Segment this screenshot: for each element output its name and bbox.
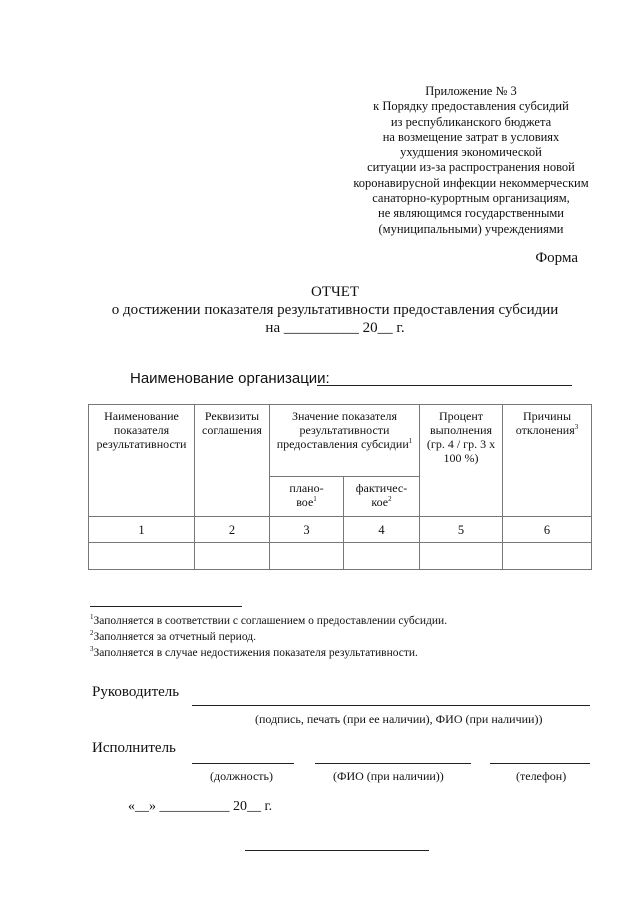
footnote: $^1$Заполняется в соответствии с соглашением о предоставлении субсидии. — [90, 613, 448, 627]
column-number: 4 — [344, 517, 420, 543]
executor-position-line[interactable] — [192, 763, 294, 764]
column-number: 1 — [89, 517, 195, 543]
data-cell[interactable] — [420, 543, 503, 570]
appendix-line: санаторно-курортным организациям, — [372, 191, 570, 206]
data-cell[interactable] — [195, 543, 270, 570]
header-completion-percent: Процент выполнения (гр. 4 / гр. 3 х 100 %) — [420, 405, 503, 517]
column-number: 6 — [503, 517, 592, 543]
report-table — [88, 404, 592, 570]
signature-date: «__» __________ 20__ г. — [128, 799, 273, 814]
data-cell[interactable] — [270, 543, 344, 570]
header-agreement-details: Реквизиты соглашения — [195, 405, 270, 517]
appendix-line: ухудшения экономической — [400, 145, 542, 160]
appendix-line: не являющимся государственными — [378, 206, 564, 221]
data-cell[interactable] — [344, 543, 420, 570]
appendix-line: из республиканского бюджета — [390, 114, 552, 129]
report-date-line: на __________ 20__ г. — [265, 320, 405, 336]
executor-name-line[interactable] — [315, 763, 471, 764]
header-indicator-name: Наименование показателя результативности — [89, 405, 195, 517]
bottom-line — [245, 850, 429, 851]
header-actual: фактичес-кое$^2$ — [344, 477, 420, 517]
appendix-line: к Порядку предоставления субсидий — [373, 99, 569, 114]
head-signature-line[interactable] — [192, 705, 590, 706]
footnote: $^3$Заполняется в случае недостижения показателя результативности. — [90, 645, 418, 659]
data-cell[interactable] — [503, 543, 592, 570]
appendix-line: коронавирусной инфекции некоммерческим — [353, 175, 589, 190]
appendix-header — [340, 84, 602, 237]
appendix-line: (муниципальными) учреждениями — [378, 221, 564, 236]
head-caption: (подпись, печать (при ее наличии), ФИО (при наличии)) — [255, 712, 543, 726]
head-label: Руководитель — [92, 684, 180, 700]
column-number: 2 — [195, 517, 270, 543]
report-heading: ОТЧЕТ — [310, 284, 360, 300]
data-cell[interactable] — [89, 543, 195, 570]
report-subheading: о достижении показателя результативности предоставления субсидии — [111, 302, 559, 318]
header-planned: плано-вое$^1$ — [270, 477, 344, 517]
footnote-separator — [90, 606, 242, 607]
appendix-line: на возмещение затрат в условиях — [382, 129, 560, 144]
header-indicator-value: Значение показателя результативности предоставления субсидии$^1$ — [270, 405, 420, 477]
appendix-line: ситуации из-за распространения новой — [367, 160, 575, 175]
organization-label: Наименование организации: — [130, 370, 330, 387]
executor-phone-line[interactable] — [490, 763, 590, 764]
column-number: 3 — [270, 517, 344, 543]
footnote: $^2$Заполняется за отчетный период. — [90, 629, 256, 643]
appendix-line: Приложение № 3 — [425, 84, 517, 98]
table-row — [89, 543, 592, 570]
executor-label: Исполнитель — [92, 740, 176, 756]
column-numbers-row — [89, 517, 592, 543]
header-deviation-reasons: Причины отклонения$^3$ — [503, 405, 592, 517]
organization-name-line[interactable] — [317, 385, 572, 386]
column-number: 5 — [420, 517, 503, 543]
executor-position-caption: (должность) — [210, 769, 273, 783]
form-label: Форма — [535, 250, 578, 266]
executor-name-caption: (ФИО (при наличии)) — [333, 769, 444, 783]
executor-phone-caption: (телефон) — [516, 769, 567, 783]
footnotes — [90, 613, 447, 661]
